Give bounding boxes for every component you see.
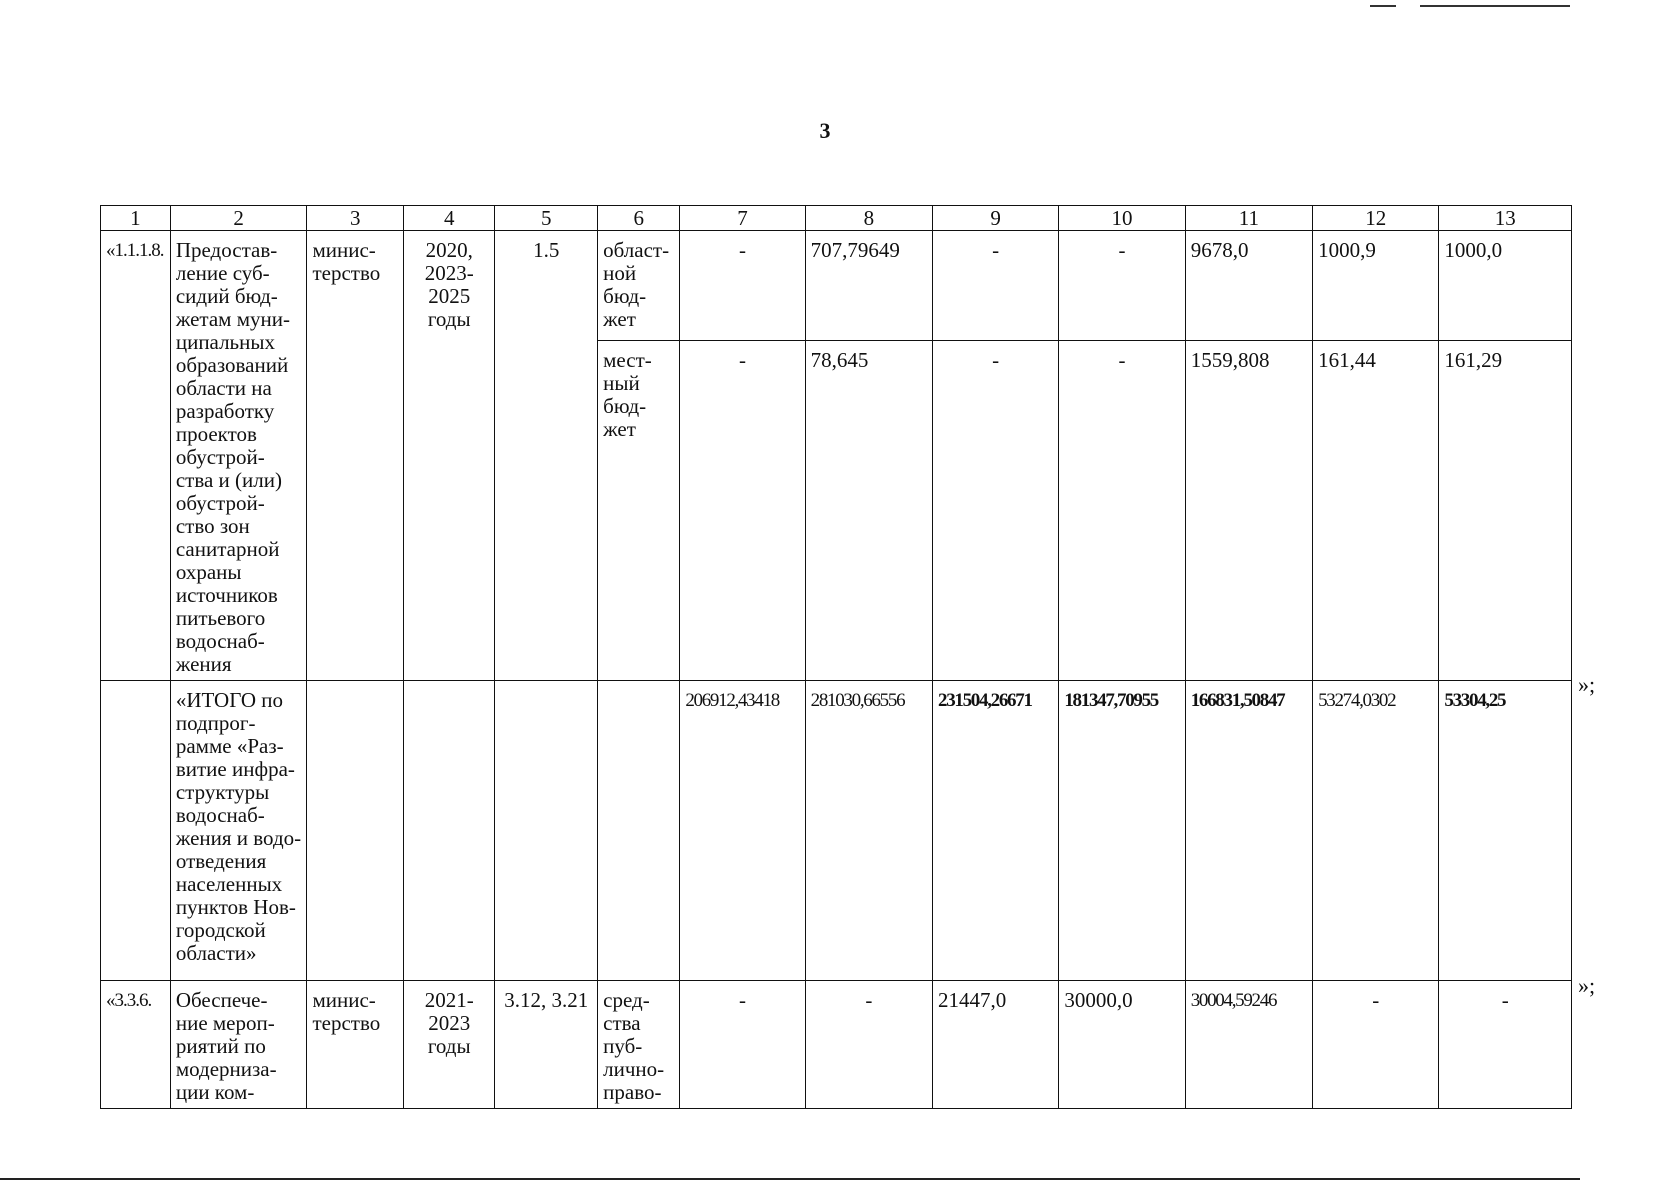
total-amount: 181347,70955 [1059,681,1185,981]
column-number: 13 [1439,206,1572,231]
description-line: пунктов Нов- [175,895,296,919]
amount-cell: 1559,808 [1185,341,1312,681]
description-line: ципальных [175,330,275,354]
implementation-years: 2021-2023 годы [404,981,495,1109]
total-amount: 53304,25 [1439,681,1572,981]
column-number-row [101,206,1572,231]
column-number: 9 [933,206,1059,231]
item-description [170,231,307,681]
description-line: подпрог- [175,711,256,735]
column-number: 11 [1185,206,1312,231]
column-number: 5 [495,206,598,231]
description-line: жения [175,652,232,676]
empty-cell [404,681,495,981]
funding-source: сред-ства пуб-лично-право- [598,981,680,1109]
description-line: обустрой- [175,445,265,469]
funding-source: област-ной бюд-жет [598,231,680,341]
column-number: 1 [101,206,171,231]
description-line: витие инфра- [175,757,295,781]
total-amount: 53274,0302 [1313,681,1439,981]
description-line: «ИТОГО по [175,688,283,712]
amount-cell: - [680,341,805,681]
target-indicator: 3.12, 3.21 [495,981,598,1109]
item-code: «3.3.6. [101,981,171,1109]
amount-cell: 161,44 [1313,341,1439,681]
scan-edge-line [0,1178,1580,1180]
total-amount: 206912,43418 [680,681,805,981]
description-line: Предостав- [175,238,278,262]
description-line: охраны [175,560,242,584]
description-line: жения и водо- [175,826,302,850]
closing-quote-mark: »; [1578,672,1596,697]
total-description [170,681,307,981]
amount-cell: 9678,0 [1185,231,1312,341]
amount-cell: - [680,981,805,1109]
amount-cell: - [933,231,1059,341]
total-amount: 166831,50847 [1185,681,1312,981]
amount-cell: 1000,0 [1439,231,1572,341]
scan-edge-line [1420,5,1570,7]
description-line: области» [175,941,257,965]
amount-cell: - [1059,341,1185,681]
amount-cell: 78,645 [805,341,932,681]
executor: минис-терство [307,231,404,681]
description-line: источников [175,583,278,607]
item-code: «1.1.1.8. [101,231,171,681]
description-line: ние мероп- [175,1011,275,1035]
amount-cell: 1000,9 [1313,231,1439,341]
description-line: ции ком- [175,1080,255,1104]
empty-cell [598,681,680,981]
table-row [101,981,1572,1109]
description-line: ление суб- [175,261,270,285]
amount-cell: 30004,59246 [1185,981,1312,1109]
scan-edge-line [1370,5,1396,7]
description-line: ства и (или) [175,468,282,492]
column-number: 6 [598,206,680,231]
description-line: модерниза- [175,1057,277,1081]
empty-cell [101,681,171,981]
column-number: 8 [805,206,932,231]
empty-cell [495,681,598,981]
target-indicator: 1.5 [495,231,598,681]
amount-cell: - [680,231,805,341]
description-line: ство зон [175,514,250,538]
description-line: городской [175,918,266,942]
description-line: образований [175,353,289,377]
description-line: проектов [175,422,257,446]
total-amount: 281030,66556 [805,681,932,981]
item-description [170,981,307,1109]
table-row-total [101,681,1572,981]
description-line: обустрой- [175,491,265,515]
amount-cell: - [1313,981,1439,1109]
funding-source: мест-ный бюд-жет [598,341,680,681]
column-number: 4 [404,206,495,231]
page-number: 3 [819,118,831,143]
description-line: водоснаб- [175,629,265,653]
total-amount: 231504,26671 [933,681,1059,981]
executor: минис-терство [307,981,404,1109]
column-number: 3 [307,206,404,231]
description-line: риятий по [175,1034,266,1058]
description-line: водоснаб- [175,803,265,827]
description-line: рамме «Раз- [175,734,284,758]
closing-quote-mark: »; [1578,973,1596,998]
implementation-years: 2020, 2023-2025 годы [404,231,495,681]
description-line: населенных [175,872,283,896]
amount-cell: - [1439,981,1572,1109]
column-number: 2 [170,206,307,231]
description-line: Обеспече- [175,988,268,1012]
amount-cell: - [1059,231,1185,341]
description-line: области на [175,376,272,400]
empty-cell [307,681,404,981]
amount-cell: - [933,341,1059,681]
amount-cell: 707,79649 [805,231,932,341]
description-line: структуры [175,780,270,804]
amount-cell: - [805,981,932,1109]
amount-cell: 161,29 [1439,341,1572,681]
description-line: разработку [175,399,275,423]
budget-table [100,205,1572,1109]
description-line: питьевого [175,606,266,630]
amount-cell: 30000,0 [1059,981,1185,1109]
column-number: 12 [1313,206,1439,231]
description-line: жетам муни- [175,307,290,331]
description-line: санитарной [175,537,280,561]
table-row [101,231,1572,341]
amount-cell: 21447,0 [933,981,1059,1109]
description-line: сидий бюд- [175,284,278,308]
column-number: 10 [1059,206,1185,231]
description-line: отведения [175,849,267,873]
column-number: 7 [680,206,805,231]
